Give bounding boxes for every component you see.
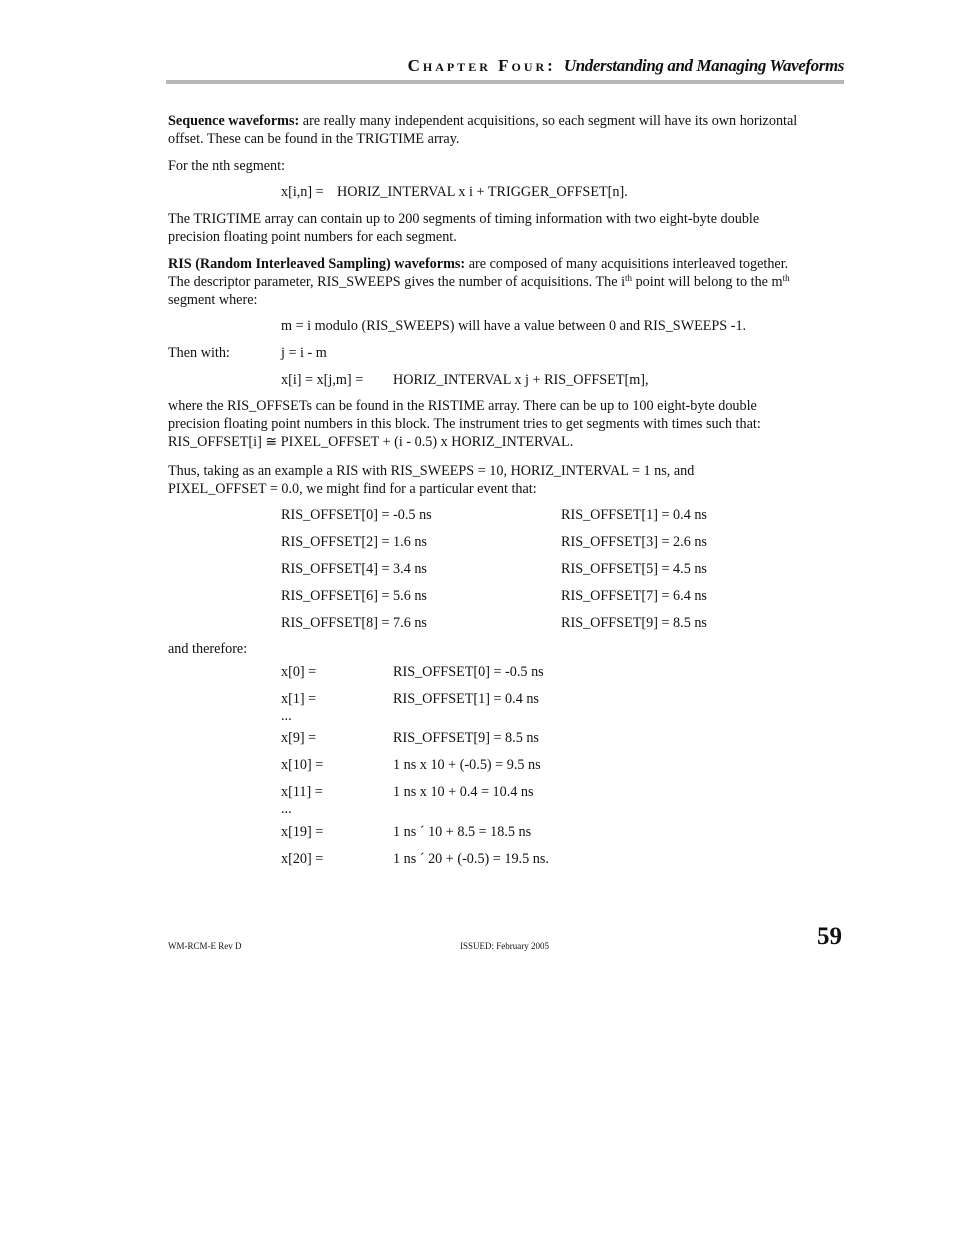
result-lhs: x[1] =	[281, 691, 317, 707]
result-rhs: 1 ns ´ 10 + 8.5 = 18.5 ns	[393, 824, 532, 840]
result-lhs: x[19] =	[281, 824, 324, 840]
sequence-label: Sequence waveforms:	[168, 113, 300, 129]
result-rhs: 1 ns x 10 + 0.4 = 10.4 ns	[393, 784, 534, 800]
trigtime-paragraph	[168, 210, 842, 246]
ristime-text-1: where the RIS_OFFSETs can be found in the RISTIME array. There can be up to 100 eight-byte double	[168, 398, 757, 414]
trigtime-text-1: The TRIGTIME array can contain up to 200 segments of timing information with two eight-byte double	[168, 211, 760, 227]
sequence-paragraph	[168, 112, 842, 148]
modulo-line: m = i modulo (RIS_SWEEPS) will have a value between 0 and RIS_SWEEPS -1.	[281, 318, 747, 334]
offset-item: RIS_OFFSET[3] = 2.6 ns	[561, 534, 707, 550]
chapter-title: Understanding and Managing Waveforms	[563, 56, 844, 75]
ristime-paragraph	[168, 397, 842, 451]
xi-formula-rhs: HORIZ_INTERVAL x j + RIS_OFFSET[m],	[393, 372, 649, 388]
ellipsis: ...	[281, 708, 292, 724]
result-rhs: 1 ns ´ 20 + (-0.5) = 19.5 ns.	[393, 851, 549, 867]
example-paragraph	[168, 462, 842, 498]
sequence-formula-lhs: x[i,n] =	[281, 184, 324, 200]
nth-segment-intro: For the nth segment:	[168, 158, 286, 174]
ristime-text-2: precision floating point numbers in this block. The instrument tries to get segments with times such that:	[168, 416, 761, 432]
offset-item: RIS_OFFSET[1] = 0.4 ns	[561, 507, 707, 523]
and-therefore-label: and therefore:	[168, 641, 248, 657]
sequence-text-1: are really many independent acquisitions, so each segment will have its own horizontal	[299, 113, 798, 129]
ris-label: RIS (Random Interleaved Sampling) waveforms:	[168, 256, 466, 272]
footer-doc-id: WM-RCM-E Rev D	[168, 941, 242, 951]
ris-text-2a: The descriptor parameter, RIS_SWEEPS gives the number of acquisitions. The i	[168, 274, 626, 290]
result-lhs: x[20] =	[281, 851, 324, 867]
ellipsis: ...	[281, 801, 292, 817]
sequence-formula-rhs: HORIZ_INTERVAL x i + TRIGGER_OFFSET[n].	[337, 184, 628, 200]
ris-text-2b: point will belong to the m	[632, 274, 783, 290]
ris-paragraph	[168, 255, 842, 309]
result-rhs: RIS_OFFSET[0] = -0.5 ns	[393, 664, 544, 680]
result-rhs: RIS_OFFSET[1] = 0.4 ns	[393, 691, 539, 707]
result-rhs: RIS_OFFSET[9] = 8.5 ns	[393, 730, 539, 746]
then-with-label: Then with:	[168, 345, 230, 361]
offset-item: RIS_OFFSET[0] = -0.5 ns	[281, 507, 432, 523]
offset-item: RIS_OFFSET[4] = 3.4 ns	[281, 561, 427, 577]
result-lhs: x[9] =	[281, 730, 317, 746]
offset-item: RIS_OFFSET[8] = 7.6 ns	[281, 615, 427, 631]
example-text-1: Thus, taking as an example a RIS with RIS_SWEEPS = 10, HORIZ_INTERVAL = 1 ns, and	[168, 463, 695, 479]
header-rule	[166, 80, 844, 84]
result-lhs: x[10] =	[281, 757, 324, 773]
chapter-header	[166, 55, 844, 77]
ris-superscript-m: th	[782, 273, 790, 283]
offset-item: RIS_OFFSET[5] = 4.5 ns	[561, 561, 707, 577]
xi-formula-lhs: x[i] = x[j,m] =	[281, 372, 364, 388]
result-lhs: x[0] =	[281, 664, 317, 680]
offset-item: RIS_OFFSET[9] = 8.5 ns	[561, 615, 707, 631]
page-number: 59	[817, 923, 842, 950]
ris-superscript-i: th	[625, 273, 633, 283]
footer-issued-date: ISSUED: February 2005	[460, 941, 549, 951]
trigtime-text-2: precision floating point numbers for each segment.	[168, 229, 457, 245]
offset-item: RIS_OFFSET[6] = 5.6 ns	[281, 588, 427, 604]
j-formula: j = i - m	[281, 345, 327, 361]
sequence-text-2: offset. These can be found in the TRIGTIME array.	[168, 131, 460, 147]
ris-text-3: segment where:	[168, 292, 258, 308]
result-rhs: 1 ns x 10 + (-0.5) = 9.5 ns	[393, 757, 541, 773]
ristime-text-3: RIS_OFFSET[i] ≅ PIXEL_OFFSET + (i - 0.5) x HORIZ_INTERVAL.	[168, 434, 574, 450]
offset-item: RIS_OFFSET[7] = 6.4 ns	[561, 588, 707, 604]
chapter-label: Chapter Four:	[407, 56, 556, 75]
example-text-2: PIXEL_OFFSET = 0.0, we might find for a particular event that:	[168, 481, 537, 497]
result-lhs: x[11] =	[281, 784, 323, 800]
offset-item: RIS_OFFSET[2] = 1.6 ns	[281, 534, 427, 550]
ris-text-1: are composed of many acquisitions interleaved together.	[465, 256, 789, 272]
